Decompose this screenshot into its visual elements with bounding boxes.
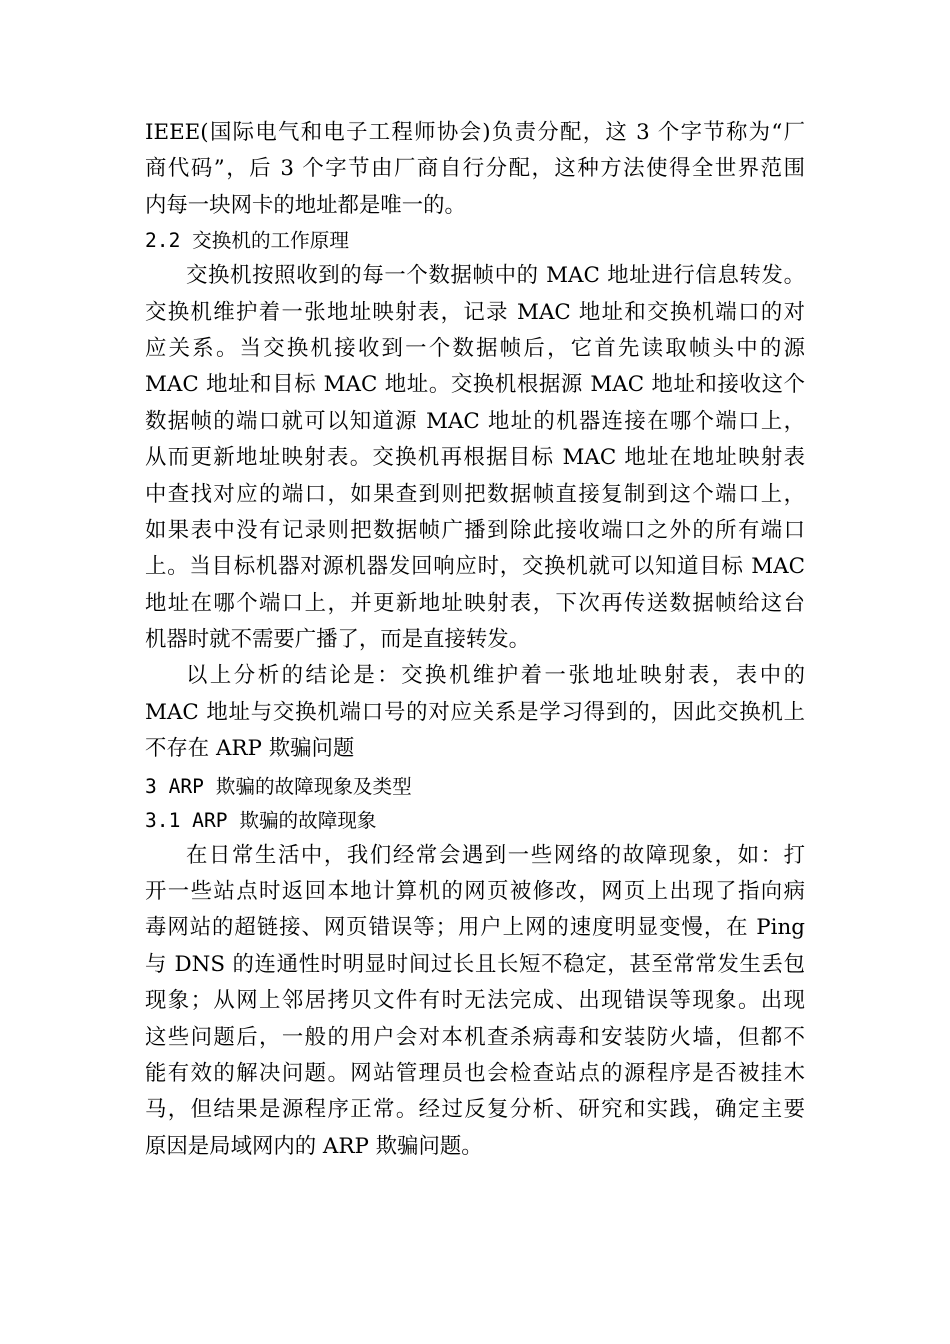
section-heading-3: 3 ARP 欺骗的故障现象及类型	[145, 774, 412, 798]
text-line: 交换机维护着一张地址映射表，记录 MAC 地址和交换机端口的对	[145, 299, 805, 325]
intro-paragraph	[145, 115, 805, 224]
text-line: 以上分析的结论是：交换机维护着一张地址映射表，表中的	[186, 663, 805, 689]
text-line: IEEE(国际电气和电子工程师协会)负责分配，这 3 个字节称为“厂	[145, 120, 805, 145]
text-line: MAC 地址与交换机端口号的对应关系是学习得到的，因此交换机上	[145, 699, 805, 725]
text-line: 商代码”，后 3 个字节由厂商自行分配，这种方法使得全世界范围	[145, 156, 805, 182]
section-heading-2-2: 2.2 交换机的工作原理	[145, 229, 349, 253]
text-line: 现象；从网上邻居拷贝文件有时无法完成、出现错误等现象。出现	[145, 988, 805, 1014]
text-line: 在日常生活中，我们经常会遇到一些网络的故障现象，如：打	[186, 842, 805, 868]
text-line: 毒网站的超链接、网页错误等；用户上网的速度明显变慢，在 Ping	[145, 915, 805, 941]
text-line: 开一些站点时返回本地计算机的网页被修改，网页上出现了指向病	[145, 879, 805, 905]
text-line: 应关系。当交换机接收到一个数据帧后，它首先读取帧头中的源	[145, 335, 805, 361]
text-line: 交换机按照收到的每一个数据帧中的 MAC 地址进行信息转发。	[186, 263, 805, 289]
text-line: 机器时就不需要广播了，而是直接转发。	[145, 627, 531, 653]
text-line: 中查找对应的端口，如果查到则把数据帧直接复制到这个端口上，	[145, 481, 805, 507]
conclusion-paragraph	[145, 658, 805, 767]
text-line: 不存在 ARP 欺骗问题	[145, 736, 355, 762]
section-heading-3-1: 3.1 ARP 欺骗的故障现象	[145, 808, 377, 832]
text-line: 从而更新地址映射表。交换机再根据目标 MAC 地址在地址映射表	[145, 445, 805, 471]
text-line: 马，但结果是源程序正常。经过反复分析、研究和实践，确定主要	[145, 1097, 805, 1123]
switch-principle-paragraph	[145, 258, 805, 658]
text-line: 内每一块网卡的地址都是唯一的。	[145, 192, 466, 218]
text-line: MAC 地址和目标 MAC 地址。交换机根据源 MAC 地址和接收这个	[145, 372, 805, 398]
text-line: 能有效的解决问题。网站管理员也会检查站点的源程序是否被挂木	[145, 1060, 805, 1086]
text-line: 与 DNS 的连通性时明显时间过长且长短不稳定，甚至常常发生丢包	[145, 951, 805, 977]
document-page	[145, 115, 805, 1165]
text-line: 上。当目标机器对源机器发回响应时，交换机就可以知道目标 MAC	[145, 554, 805, 580]
text-line: 这些问题后，一般的用户会对本机查杀病毒和安装防火墙，但都不	[145, 1024, 805, 1050]
text-line: 原因是局域网内的 ARP 欺骗问题。	[145, 1133, 483, 1159]
fault-symptoms-paragraph	[145, 838, 805, 1166]
text-line: 如果表中没有记录则把数据帧广播到除此接收端口之外的所有端口	[145, 517, 805, 543]
text-line: 地址在哪个端口上，并更新地址映射表，下次再传送数据帧给这台	[145, 590, 805, 616]
text-line: 数据帧的端口就可以知道源 MAC 地址的机器连接在哪个端口上，	[145, 408, 805, 434]
